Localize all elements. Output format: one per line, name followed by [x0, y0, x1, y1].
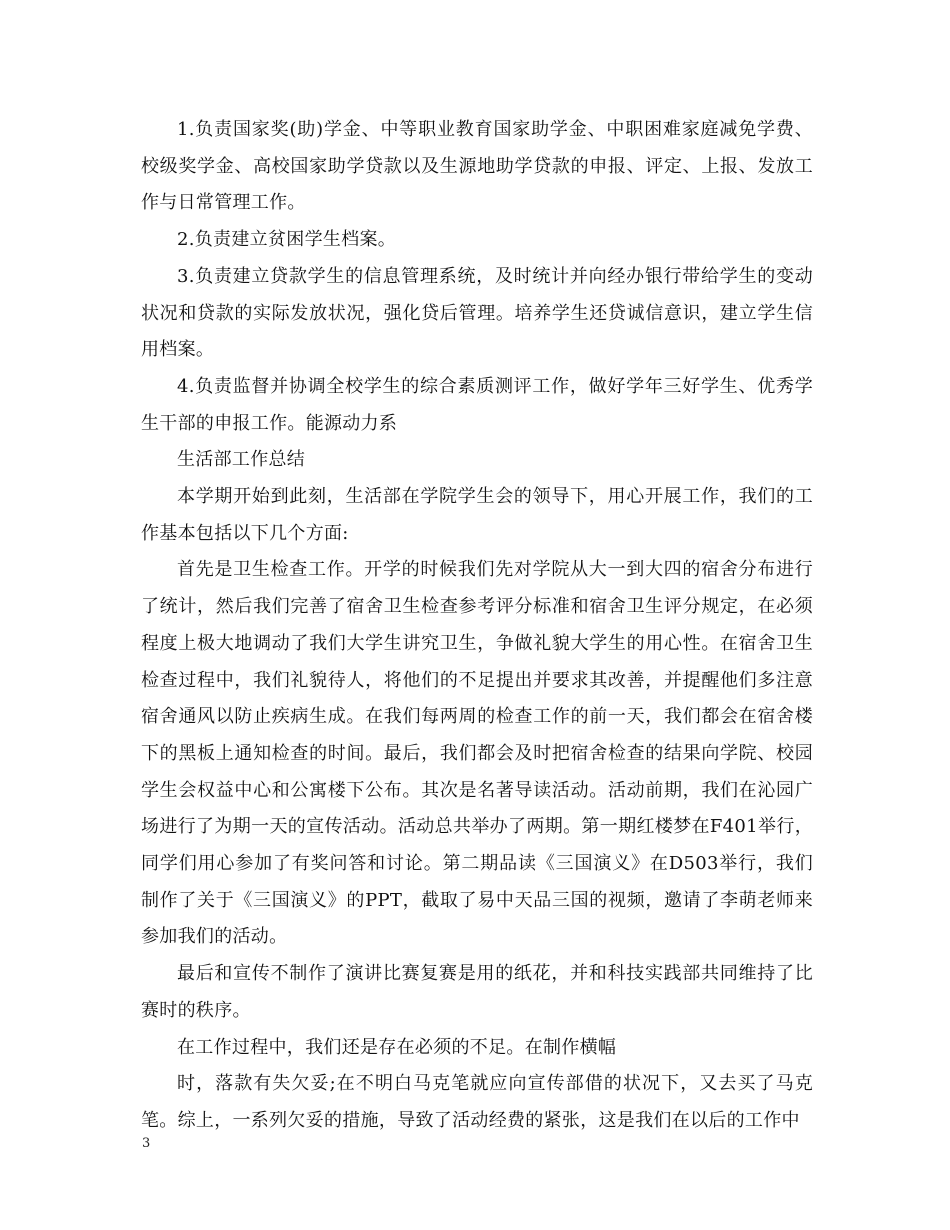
paragraph-10: 时，落款有失欠妥;在不明白马克笔就应向宣传部借的状况下，又去买了马克笔。综上，一系列欠妥的措施，导致了活动经费的紧张，这是我们在以后的工作中	[141, 1073, 813, 1131]
paragraph-1: 1.负责国家奖(助)学金、中等职业教育国家助学金、中职困难家庭减免学费、校级奖学金、高校国家助学贷款以及生源地助学贷款的申报、评定、上报、发放工作与日常管理工作。	[141, 119, 813, 214]
paragraph-4: 4.负责监督并协调全校学生的综合素质测评工作，做好学年三好学生、优秀学生干部的申报工作。能源动力系	[141, 375, 813, 434]
page-number: 3	[142, 1136, 151, 1151]
paragraph-3: 3.负责建立贷款学生的信息管理系统，及时统计并向经办银行带给学生的变动状况和贷款的实际发放状况，强化贷后管理。培养学生还贷诚信意识，建立学生信用档案。	[141, 265, 813, 361]
section-title: 生活部工作总结	[177, 449, 306, 471]
paragraph-6: 本学期开始到此刻，生活部在学院学生会的领导下，用心开展工作，我们的工作基本包括以下几个方面:	[141, 486, 813, 544]
paragraph-8: 最后和宣传不制作了演讲比赛复赛是用的纸花，并和科技实践部共同维持了比赛时的秩序。	[141, 963, 813, 1021]
document-body	[141, 112, 813, 1140]
paragraph-9: 在工作过程中，我们还是存在必须的不足。在制作横幅	[177, 1036, 617, 1058]
paragraph-2: 2.负责建立贫困学生档案。	[177, 229, 397, 251]
paragraph-7: 首先是卫生检查工作。开学的时候我们先对学院从大一到大四的宿舍分布进行了统计，然后我们完善了宿舍卫生检查参考评分标准和宿舍卫生评分规定，在必须程度上极大地调动了我们大学生讲究卫生，争做礼貌大学生的用心性。在宿舍卫生检查过程中，我们礼貌待人，将他们的不足提出并要求其改善，并提醒他们多注意宿舍通风以防止疾病生成。在我们每两周的检查工作的前一天，我们都会在宿舍楼下的黑板上通知检查的时间。最后，我们都会及时把宿舍检查的结果向学院、校园学生会权益中心和公寓楼下公布。其次是名著导读活动。活动前期，我们在沁园广场进行了为期一天的宣传活动。活动总共举办了两期。第一期红楼梦在F401举行，同学们用心参加了有奖问答和讨论。第二期品读《三国演义》在D503举行，我们制作了关于《三国演义》的PPT，截取了易中天品三国的视频，邀请了李萌老师来参加我们的活动。	[141, 559, 813, 948]
